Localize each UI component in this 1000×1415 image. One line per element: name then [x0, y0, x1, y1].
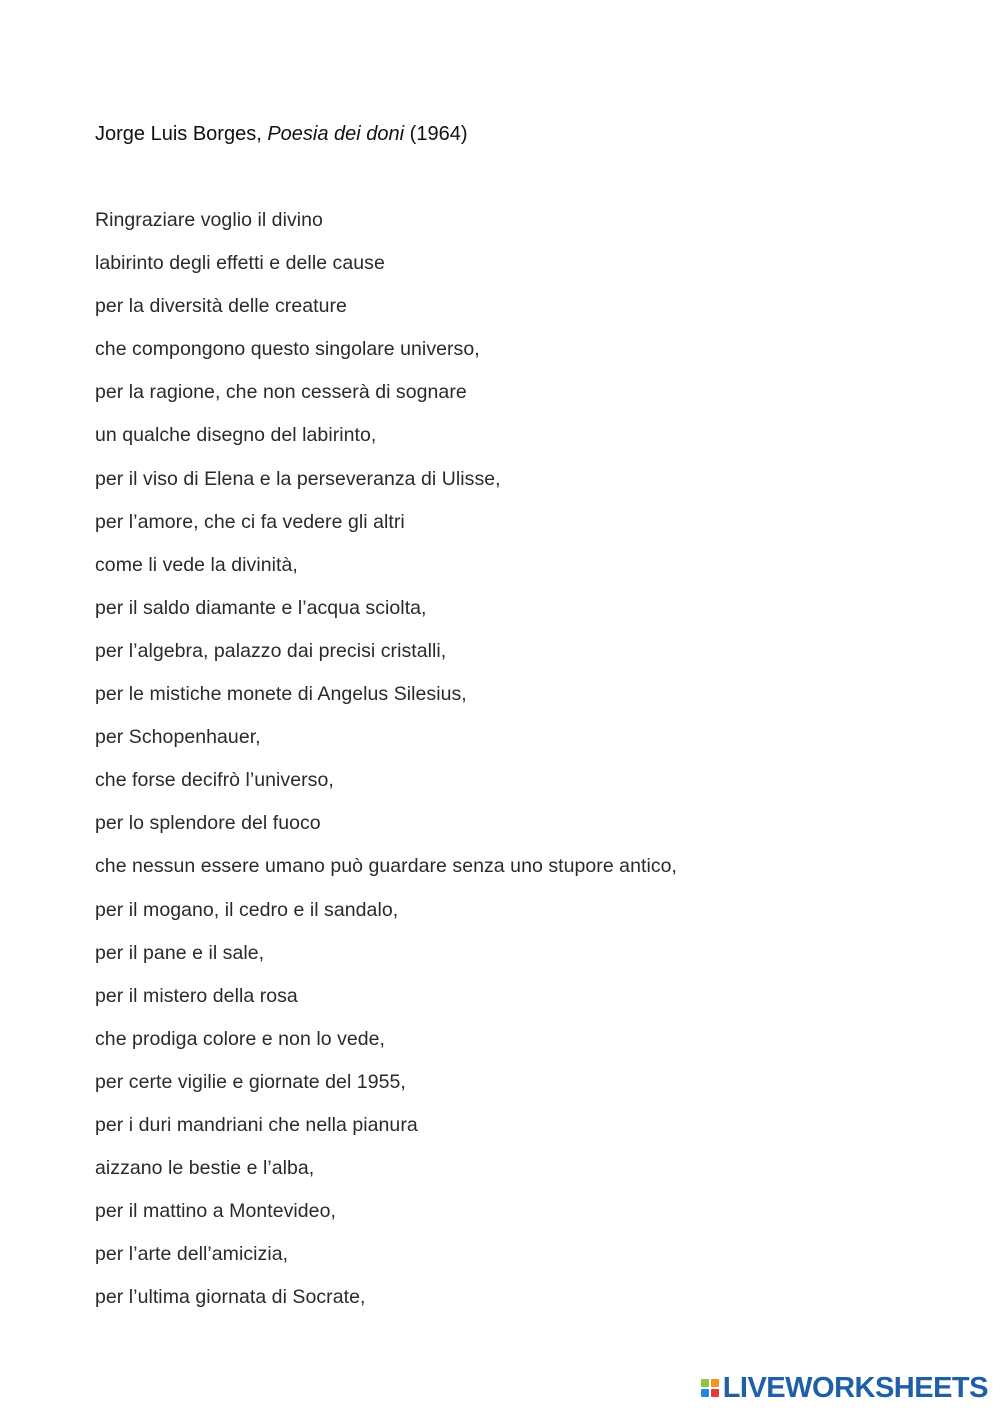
poem-line: per certe vigilie e giornate del 1955,	[95, 1070, 406, 1093]
poem-line: per l’ultima giornata di Socrate,	[95, 1286, 366, 1309]
poem-body	[95, 206, 677, 1326]
poem-line: per Schopenhauer,	[95, 726, 261, 749]
poem-line: che prodiga colore e non lo vede,	[95, 1027, 386, 1050]
poem-heading	[95, 120, 467, 148]
poem-line: per lo splendore del fuoco	[95, 812, 321, 835]
poem-line: per il mattino a Montevideo,	[95, 1200, 336, 1223]
heading-work-title: Poesia dei doni	[267, 123, 405, 145]
poem-line: come li vede la divinità,	[95, 553, 298, 576]
poem-line: Ringraziare voglio il divino	[95, 209, 323, 231]
poem-line: per le mistiche monete di Angelus Silesius,	[95, 683, 467, 706]
poem-line: per l’amore, che ci fa vedere gli altri	[95, 510, 405, 533]
liveworksheets-brand	[701, 1371, 988, 1405]
brand-text: LIVEWORKSHEETS	[722, 1372, 988, 1404]
poem-line: che forse decifrò l’universo,	[95, 769, 334, 792]
poem-line: per i duri mandriani che nella pianura	[95, 1113, 418, 1136]
logo-square	[701, 1389, 709, 1397]
logo-square	[701, 1379, 709, 1387]
poem-line: per la diversità delle creature	[95, 295, 347, 318]
poem-line: per il pane e il sale,	[95, 941, 265, 964]
poem-line: aizzano le bestie e l’alba,	[95, 1157, 315, 1180]
poem-line: un qualche disegno del labirinto,	[95, 424, 377, 447]
poem-line: per il mogano, il cedro e il sandalo,	[95, 898, 399, 921]
poem-line: che compongono questo singolare universo,	[95, 338, 480, 361]
poem-line: per l’arte dell’amicizia,	[95, 1243, 289, 1266]
poem-line: per il mistero della rosa	[95, 984, 298, 1007]
heading-author: Jorge Luis Borges,	[95, 123, 268, 145]
liveworksheets-logo-icon	[701, 1379, 719, 1397]
poem-line: per il saldo diamante e l’acqua sciolta,	[95, 596, 427, 619]
logo-square	[711, 1379, 719, 1387]
logo-square	[711, 1389, 719, 1397]
poem-line: che nessun essere umano può guardare senza uno stupore antico,	[95, 855, 677, 878]
heading-year: (1964)	[404, 123, 468, 145]
poem-line: per l’algebra, palazzo dai precisi cristalli,	[95, 639, 447, 662]
poem-line: per il viso di Elena e la perseveranza di Ulisse,	[95, 467, 501, 490]
poem-line: labirinto degli effetti e delle cause	[95, 252, 385, 275]
poem-line: per la ragione, che non cesserà di sognare	[95, 381, 467, 404]
